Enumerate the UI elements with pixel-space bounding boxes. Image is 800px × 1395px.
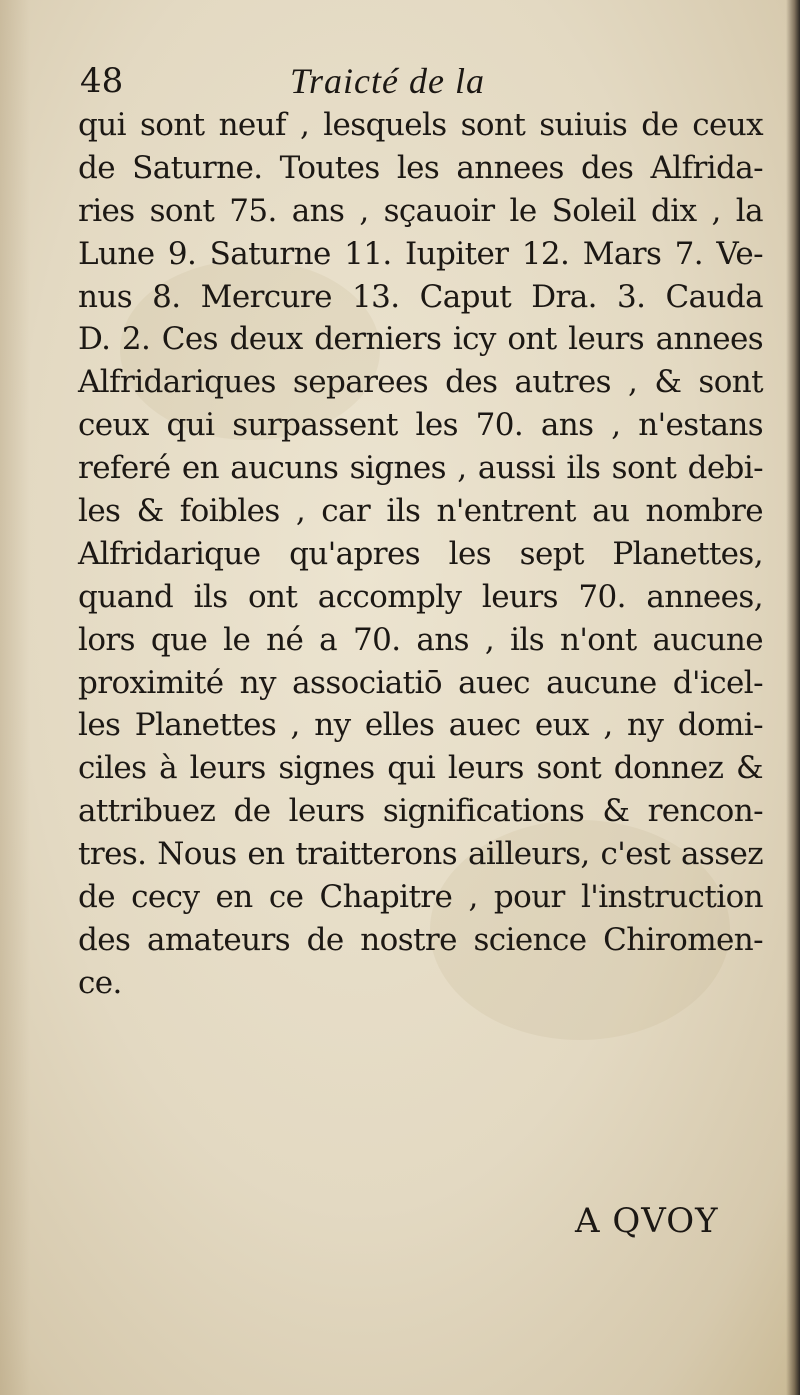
text-line: ceux qui surpassent les 70. ans , n'estans	[78, 407, 763, 444]
page-gutter-shade	[0, 0, 30, 1395]
text-line: des amateurs de nostre science Chiromen-	[78, 921, 763, 958]
text-line: lors que le né a 70. ans , ils n'ont aucune	[78, 621, 763, 658]
text-line: nus 8. Mercure 13. Caput Dra. 3. Cauda	[78, 278, 763, 315]
text-line: les & foibles , car ils n'entrent au nombre	[78, 493, 763, 530]
text-line: qui sont neuf , lesquels sont suiuis de ceux	[78, 107, 763, 143]
page-edge-shadow	[786, 0, 800, 1395]
running-title: Traicté de la	[290, 61, 485, 101]
text-line: les Planettes , ny elles auec eux , ny domi-	[78, 707, 763, 744]
page-number: 48	[80, 61, 124, 101]
text-line: referé en aucuns signes , aussi ils sont debi-	[78, 450, 763, 487]
text-line: attribuez de leurs significations & rencon-	[78, 793, 763, 830]
text-line: D. 2. Ces deux derniers icy ont leurs annees	[78, 321, 763, 358]
text-line: ries sont 75. ans , sçauoir le Soleil dix , la	[78, 192, 763, 229]
catchword: A QVOY	[575, 1201, 719, 1241]
text-line: Alfridariques separees des autres , & sont	[78, 364, 763, 401]
page-header	[80, 58, 760, 104]
text-line: ciles à leurs signes qui leurs sont donnez &	[78, 750, 763, 787]
text-line: Alfridarique qu'apres les sept Planettes,	[78, 535, 763, 572]
text-line: Lune 9. Saturne 11. Iupiter 12. Mars 7. Ve-	[78, 235, 763, 272]
text-line: ce.	[78, 964, 122, 1001]
text-line: proximité ny associatiō auec aucune d'icel-	[78, 664, 763, 701]
text-line: de Saturne. Toutes les annees des Alfrida-	[78, 149, 763, 186]
text-line: de cecy en ce Chapitre , pour l'instruction	[78, 879, 763, 916]
body-text	[78, 104, 763, 1005]
text-line: quand ils ont accomply leurs 70. annees,	[78, 578, 763, 615]
text-line: tres. Nous en traitterons ailleurs, c'est assez	[78, 836, 763, 873]
